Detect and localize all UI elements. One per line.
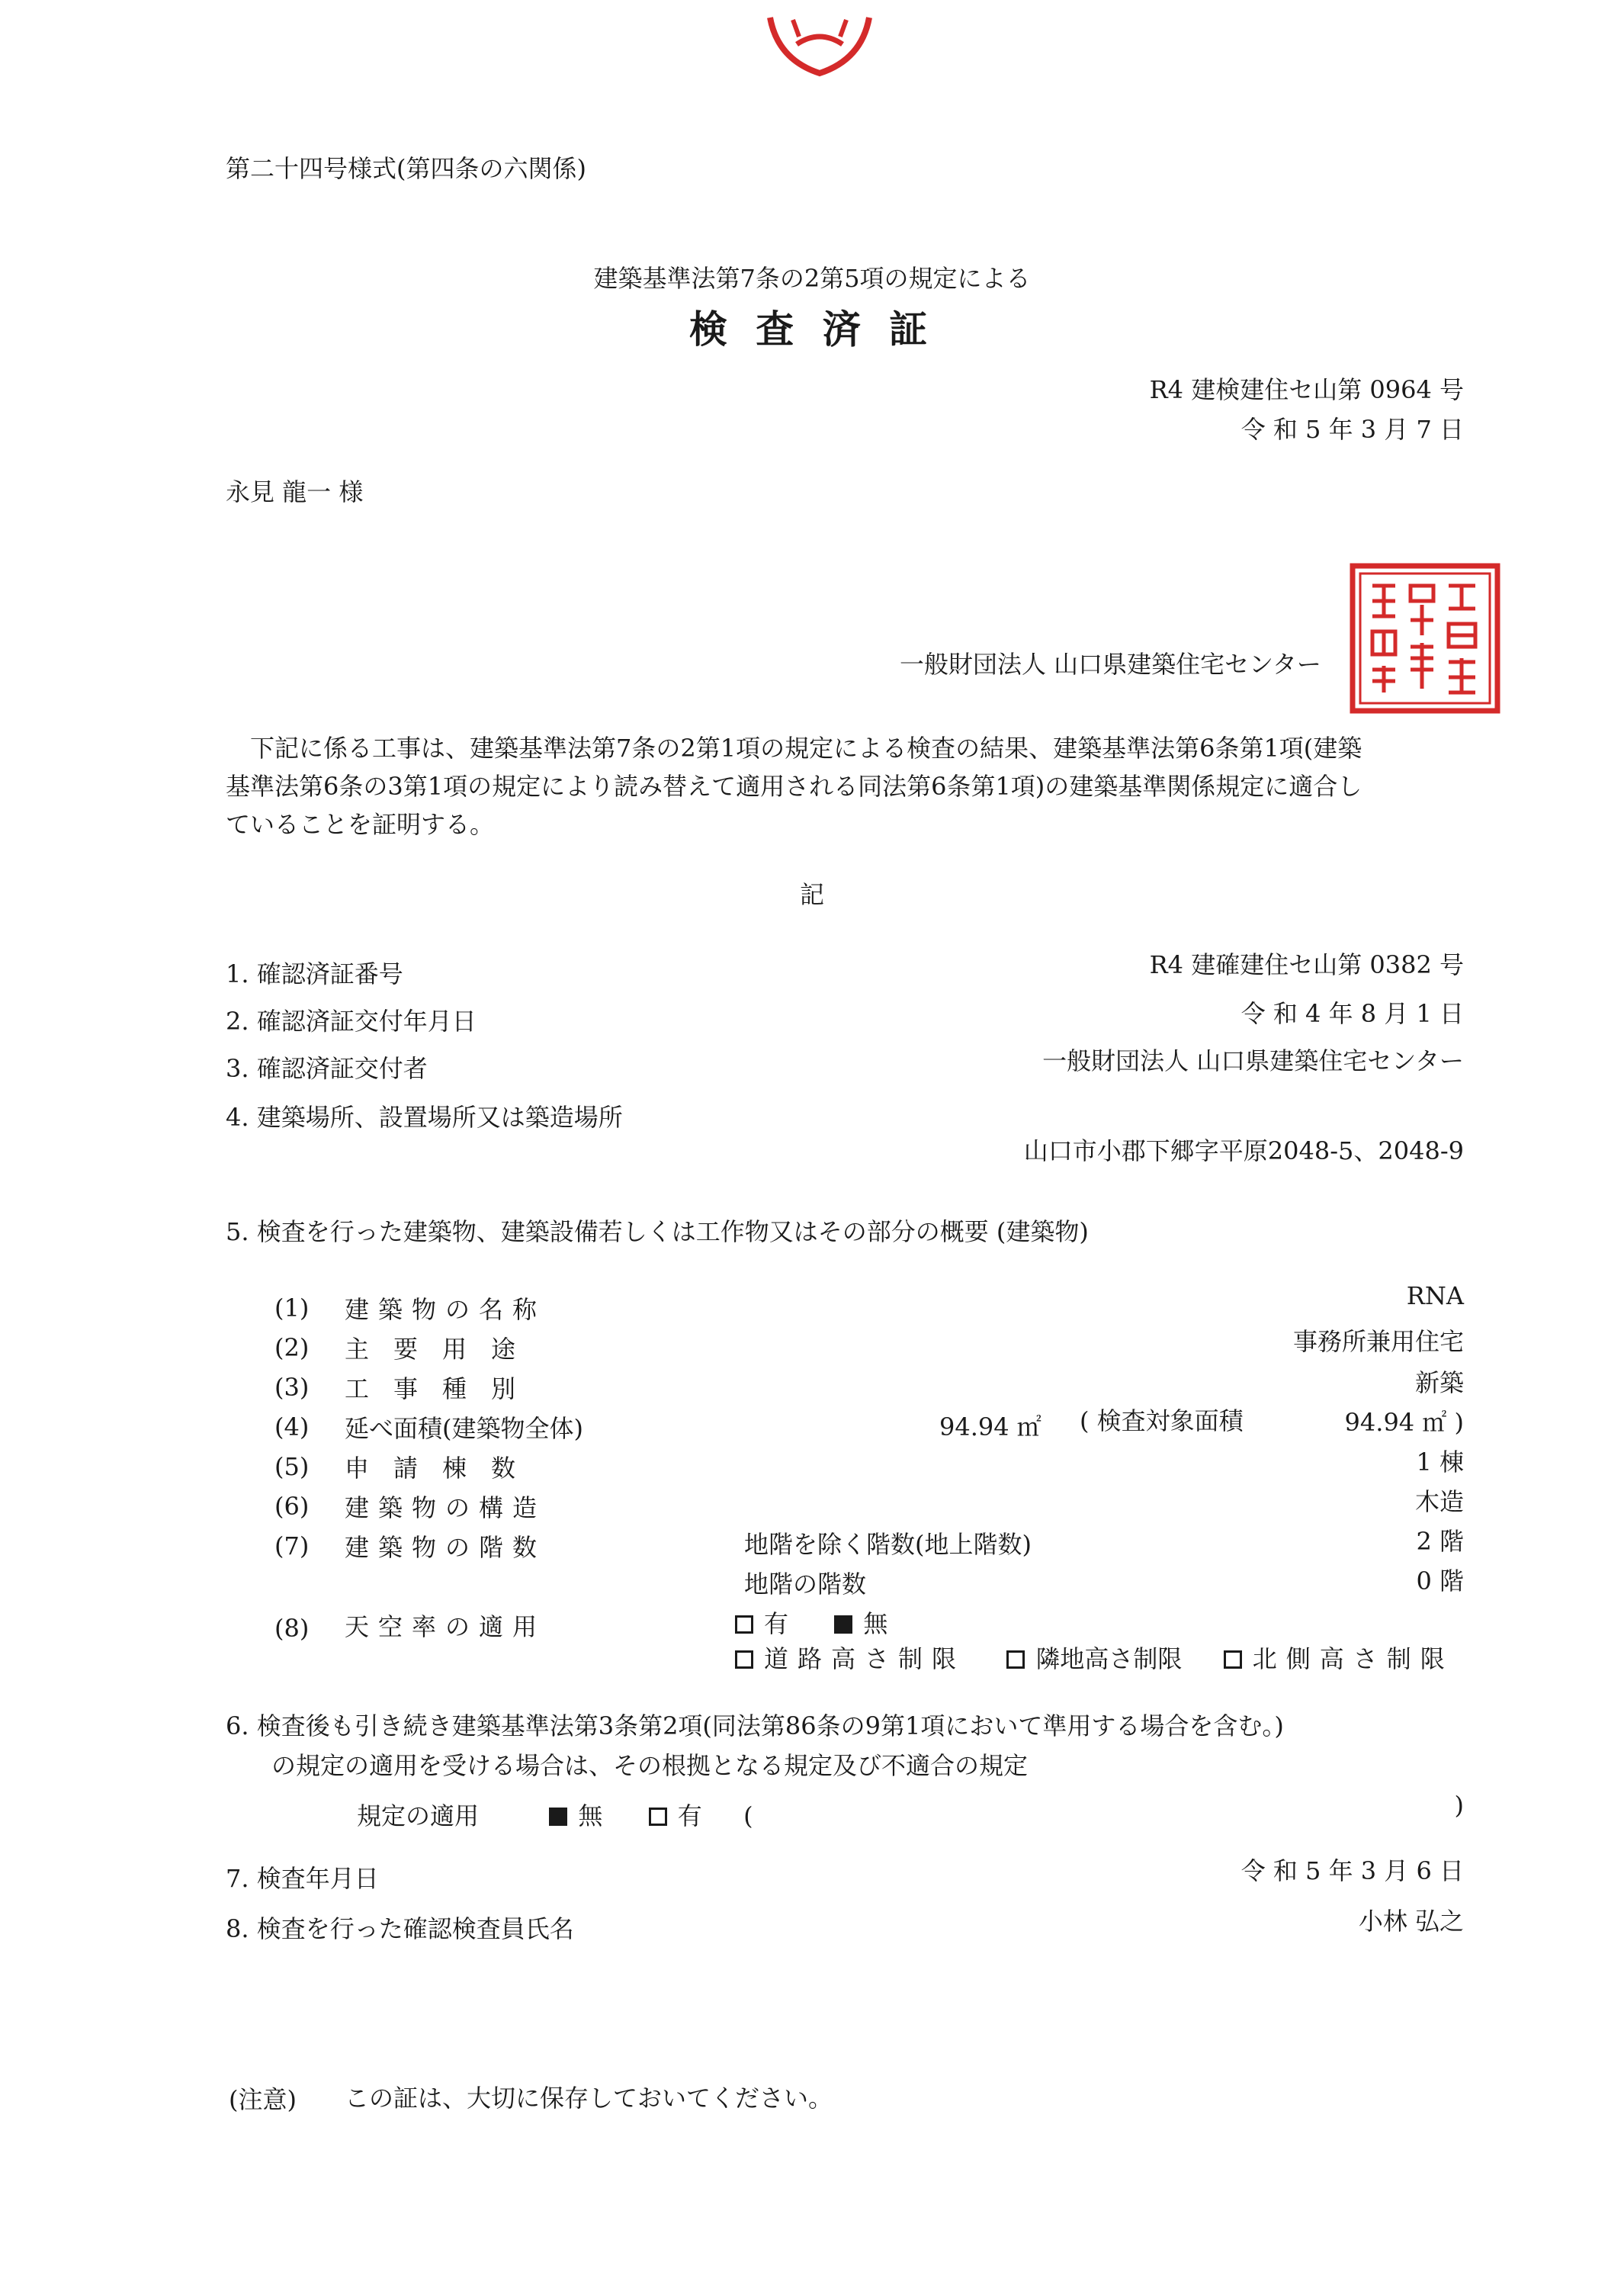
sub-7-below-value: 0 階 (1416, 1567, 1464, 1595)
sub-1-label: 建築物の名称 (345, 1295, 547, 1324)
road-height-checkbox (735, 1650, 753, 1669)
body-line-3: ていることを証明する。 (226, 810, 495, 839)
official-seal (1350, 563, 1500, 714)
certificate-number: R4 建検建住セ山第 0964 号 (1149, 375, 1464, 404)
sub-7-below-label: 地階の階数 (744, 1570, 867, 1599)
sub-4-inspect-value: 94.94 ㎡ ) (1344, 1408, 1464, 1437)
item-6-line-2: の規定の適用を受ける場合は、その根拠となる規定及び不適合の規定 (271, 1751, 1029, 1780)
sub-3-num: (3) (274, 1373, 310, 1402)
item-7-value: 令 和 5 年 3 月 6 日 (1240, 1856, 1464, 1885)
sub-6-label: 建築物の構造 (345, 1493, 547, 1522)
note-label: (注意) (229, 2085, 297, 2114)
sub-4-num: (4) (274, 1412, 310, 1441)
sub-4-value: 94.94 ㎡ (939, 1412, 1041, 1441)
item-8-value: 小林 弘之 (1358, 1907, 1464, 1936)
sub-7-above-value: 2 階 (1416, 1527, 1464, 1556)
sky-ratio-yes-checkbox (735, 1615, 753, 1634)
ki-heading: 記 (799, 880, 824, 909)
sub-2-label: 主要用途 (345, 1335, 541, 1364)
note-text: この証は、大切に保存しておいてください。 (345, 2084, 833, 2113)
north-height-checkbox (1224, 1650, 1242, 1669)
item-7-label: 7. 検査年月日 (226, 1864, 379, 1893)
item-1-value: R4 建確建住セ山第 0382 号 (1149, 950, 1464, 979)
item-4-value: 山口市小郡下郷字平原2048-5、2048-9 (1023, 1136, 1464, 1165)
item-3-label: 3. 確認済証交付者 (226, 1054, 428, 1083)
sky-ratio-yes-label: 有 (764, 1609, 789, 1638)
sky-ratio-no-label: 無 (863, 1609, 888, 1638)
sub-5-value: 1 棟 (1416, 1448, 1464, 1477)
item-8-label: 8. 検査を行った確認検査員氏名 (226, 1914, 574, 1943)
subtitle: 建築基準法第7条の2第5項の規定による (593, 264, 1031, 293)
body-line-1: 下記に係る工事は、建築基準法第7条の2第1項の規定による検査の結果、建築基準法第6条第1項(建築 (250, 734, 1362, 763)
apply-no-label: 無 (578, 1801, 603, 1830)
sub-8-num: (8) (274, 1614, 310, 1643)
road-height-label: 道路高さ制限 (764, 1644, 966, 1673)
sub-2-value: 事務所兼用住宅 (1292, 1327, 1464, 1356)
sub-1-value: RNA (1406, 1281, 1464, 1310)
top-seal-mark (755, 14, 884, 82)
issuer-name: 一般財団法人 山口県建築住宅センター (900, 650, 1321, 679)
item-2-label: 2. 確認済証交付年月日 (226, 1007, 477, 1036)
sub-5-num: (5) (274, 1452, 310, 1481)
body-line-2: 基準法第6条の3第1項の規定により読み替えて適用される同法第6条第1項)の建築基準関係規定に適合し (226, 772, 1362, 801)
sky-ratio-no-checkbox (834, 1615, 852, 1634)
apply-paren-open: ( (743, 1801, 753, 1830)
sky-ratio-yes-option (735, 1605, 887, 1640)
sky-ratio-options (735, 1640, 1454, 1675)
sub-7-label: 建築物の階数 (345, 1533, 547, 1562)
sub-6-value: 木造 (1414, 1487, 1464, 1516)
sub-7-num: (7) (274, 1531, 310, 1560)
item-6-apply-row (357, 1797, 753, 1832)
item-6-line-1: 6. 検査後も引き続き建築基準法第3条第2項(同法第86条の9第1項において準用する場合を含む。) (226, 1711, 1284, 1740)
adjacent-height-label: 隣地高さ制限 (1035, 1644, 1183, 1673)
sub-8-label: 天空率の適用 (345, 1612, 547, 1641)
item-1-label: 1. 確認済証番号 (226, 959, 403, 988)
item-5-label: 5. 検査を行った建築物、建築設備若しくは工作物又はその部分の概要 (建築物) (226, 1217, 1089, 1246)
sub-1-num: (1) (274, 1293, 310, 1322)
issue-date: 令 和 5 年 3 月 7 日 (1240, 415, 1464, 444)
sub-2-num: (2) (274, 1333, 310, 1362)
apply-yes-checkbox (649, 1808, 667, 1826)
apply-yes-label: 有 (677, 1801, 702, 1830)
apply-no-checkbox (549, 1808, 567, 1826)
sub-3-value: 新築 (1414, 1368, 1464, 1397)
item-3-value: 一般財団法人 山口県建築住宅センター (1042, 1046, 1464, 1075)
sub-3-label: 工事種別 (345, 1374, 541, 1403)
sub-6-num: (6) (274, 1492, 310, 1521)
apply-paren-close: ) (1454, 1791, 1464, 1820)
item-4-label: 4. 建築場所、設置場所又は築造場所 (226, 1103, 623, 1132)
sub-4-inspect-label: ( 検査対象面積 (1080, 1406, 1244, 1435)
document-title: 検 査 済 証 (688, 307, 936, 352)
item-6-apply-label: 規定の適用 (357, 1801, 480, 1830)
sub-4-label: 延べ面積(建築物全体) (345, 1414, 583, 1443)
sub-5-label: 申請棟数 (345, 1454, 541, 1483)
north-height-label: 北側高さ制限 (1252, 1644, 1454, 1673)
item-2-value: 令 和 4 年 8 月 1 日 (1240, 999, 1464, 1028)
recipient-name: 永見 龍一 様 (226, 477, 364, 506)
form-title: 第二十四号様式(第四条の六関係) (226, 154, 586, 183)
sub-7-above-label: 地階を除く階数(地上階数) (744, 1530, 1032, 1559)
adjacent-height-checkbox (1006, 1650, 1025, 1669)
